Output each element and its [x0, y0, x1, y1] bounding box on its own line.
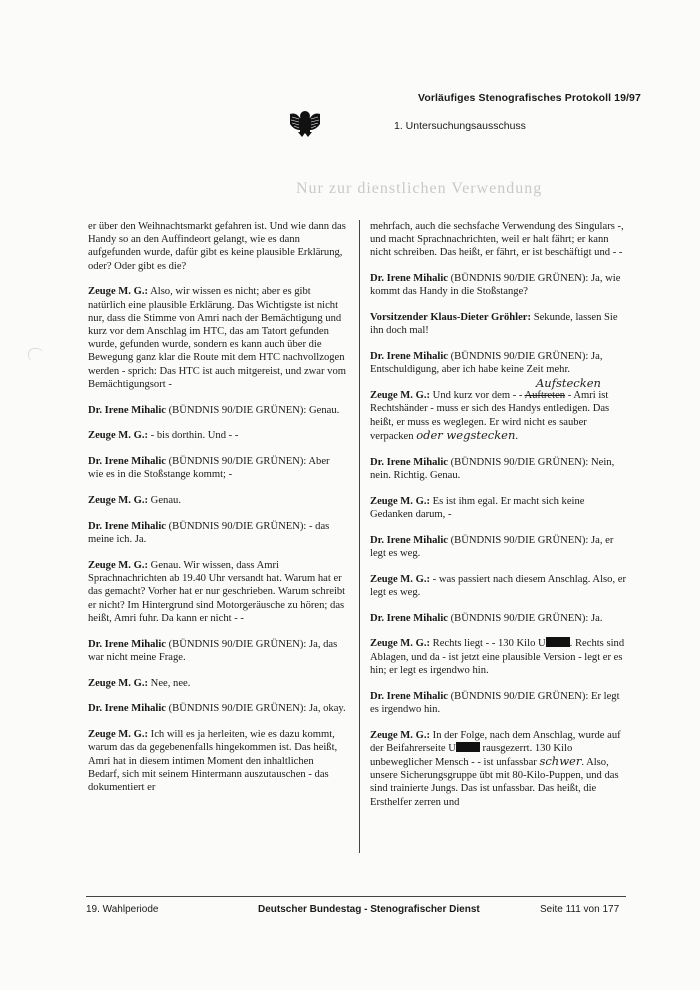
redaction-box [456, 742, 480, 752]
paragraph: Vorsitzender Klaus-Dieter Gröhler: Sekunde, lassen Sie ihn doch mal! [370, 312, 618, 337]
paragraph-with-annotations: Zeuge M. G.: In der Folge, nach dem Anschlag, wurde auf der Beifahrerseite U rausgezerrt. 130 Kilo unbeweglicher Mensch - - ist unfassbar schwer. Also, unsere Sicherungsgruppe übt mit 80-Kilo-Puppen, und das sind trainierte Jungs. Das ist unfassbar. Das heißt, die Ersthelfer zerren und [370, 729, 621, 808]
struck-word: Auftreten [524, 390, 566, 402]
paragraph: Dr. Irene Mihalic (BÜNDNIS 90/DIE GRÜNEN): Nein, nein. Richtig. Genau. [370, 456, 615, 481]
paragraph: Dr. Irene Mihalic (BÜNDNIS 90/DIE GRÜNEN): Ja, Entschuldigung, aber ich habe keine Zeit mehr. [370, 351, 603, 376]
paragraph: Zeuge M. G.: Ich will es ja herleiten, wie es dazu kommt, warum das da gegebenenfalls hingekommen ist. Das heißt, Amri hat in diesem intimen Moment den inhaltlichen Bedarf, sich mit seinem Hintermann auszutauschen - das dokumentiert er [88, 729, 338, 794]
paragraph: Dr. Irene Mihalic (BÜNDNIS 90/DIE GRÜNEN): Aber wie es in die Stoßstange kommt; - [88, 456, 330, 481]
paragraph: Zeuge M. G.: Rechts liegt - - 130 Kilo U . Rechts sind Ablagen, und da - ist jetzt eine plausible Version - legt er es hin; er legt es irgendwo hin. [370, 638, 625, 676]
protocol-title: Vorläufiges Stenografisches Protokoll 19/97 [418, 92, 641, 104]
paragraph: Zeuge M. G.: Genau. [88, 495, 181, 507]
paragraph: Dr. Irene Mihalic (BÜNDNIS 90/DIE GRÜNEN): Er legt es irgendwo hin. [370, 690, 620, 715]
paragraph: Dr. Irene Mihalic (BÜNDNIS 90/DIE GRÜNEN): Ja, das war nicht meine Frage. [88, 638, 338, 663]
paragraph: Zeuge M. G.: Es ist ihm egal. Er macht sich keine Gedanken darum, - [370, 495, 585, 520]
paragraph: Dr. Irene Mihalic (BÜNDNIS 90/DIE GRÜNEN): Ja. [370, 612, 603, 624]
right-column [370, 220, 628, 821]
left-column [88, 220, 346, 807]
paragraph: Dr. Irene Mihalic (BÜNDNIS 90/DIE GRÜNEN): Ja, okay. [88, 703, 346, 715]
paragraph: Zeuge M. G.: - bis dorthin. Und - - [88, 430, 239, 442]
paragraph: Zeuge M. G.: Genau. Wir wissen, dass Amri Sprachnachrichten ab 19.40 Uhr versandt hat. Warum hat er das gemacht? Vorher hat er nur geschrieben. Warum schreibt er nicht? Im Hintergrund sind Motorgeräusche zu hören; das heißt, Amri fuhr. Da kann er nicht - - [88, 560, 346, 624]
watermark: Nur zur dienstlichen Verwendung [296, 180, 543, 197]
paragraph: Zeuge M. G.: - was passiert nach diesem Anschlag. Also, er legt es weg. [370, 573, 626, 598]
paragraph: Dr. Irene Mihalic (BÜNDNIS 90/DIE GRÜNEN): - das meine ich. Ja. [88, 521, 330, 546]
footer-page-number: Seite 111 von 177 [540, 904, 620, 915]
handwritten-insertion: Aufstecken [536, 376, 601, 391]
column-divider [359, 220, 360, 853]
footer-rule [86, 896, 626, 897]
paragraph-with-annotations: Aufstecken Zeuge M. G.: Und kurz vor dem - - Auftreten - Amri ist Rechtshänder - muss er sich des Handys entledigen. Das heißt, er muss es weglegen. Er wird nicht es sauber verpacken oder wegstecken. [370, 376, 610, 442]
paragraph: Zeuge M. G.: Nee, nee. [88, 677, 191, 689]
paragraph: Dr. Irene Mihalic (BÜNDNIS 90/DIE GRÜNEN): Ja, wie kommt das Handy in die Stoßstange? [370, 273, 621, 298]
footer-legislative-period: 19. Wahlperiode [86, 904, 159, 915]
handwritten-note: schwer [539, 754, 582, 769]
bundestag-eagle-icon [288, 106, 322, 138]
committee-subtitle: 1. Untersuchungsausschuss [394, 120, 526, 132]
paragraph: mehrfach, auch die sechsfache Verwendung des Singulars -, und macht Sprachnachrichten, weil er halt fährt; er kann nicht schreiben. Das heißt, er fährt, er ist beschäftigt und - - [370, 221, 624, 259]
paragraph: Zeuge M. G.: Also, wir wissen es nicht; aber es gibt natürlich eine plausible Erklärung. Das Wichtigste ist nicht nur, dass die Stimme von Amri nach der Bemächtigung und kurz vor dem Anschlag im HTC, das am Tatort gefunden wurde, gefunden wurde, sondern es kann auch über die Bewegung ganz klar die Route mit dem HTC nachvollzogen werden - sprich: Das HTC ist auch mitgereist, und zwar vom Bemächtigungsort - [88, 286, 347, 390]
paragraph: Dr. Irene Mihalic (BÜNDNIS 90/DIE GRÜNEN): Ja, er legt es weg. [370, 534, 614, 559]
paragraph: Dr. Irene Mihalic (BÜNDNIS 90/DIE GRÜNEN): Genau. [88, 404, 340, 416]
footer-publisher: Deutscher Bundestag - Stenografischer Dienst [258, 904, 480, 915]
redaction-box [546, 637, 570, 647]
handwritten-note: oder wegstecken [416, 427, 516, 442]
paragraph: er über den Weihnachtsmarkt gefahren ist. Und wie dann das Handy so an den Auffindeort gelangt, wie es dann aufgefunden wurde, dafür gibt es keine plausible Erklärung, oder? Oder gibt es die? [88, 221, 346, 272]
margin-mark [28, 348, 43, 361]
